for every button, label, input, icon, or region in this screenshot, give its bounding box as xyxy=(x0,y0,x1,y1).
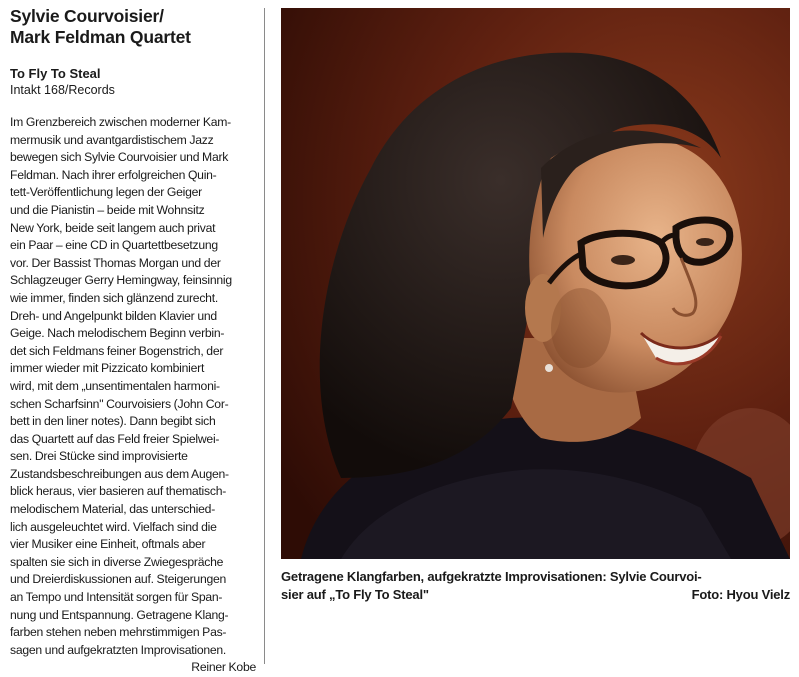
artist-line-2: Mark Feldman Quartet xyxy=(10,27,191,47)
review-line: Schlagzeuger Gerry Hemingway, feinsinnig xyxy=(10,273,232,288)
portrait-photo xyxy=(281,8,790,559)
review-line: farben stehen neben mehrstimmigen Pas- xyxy=(10,625,227,640)
review-line: melodischem Material, das unterschied- xyxy=(10,502,216,517)
review-line: blick heraus, vier basieren auf thematisch- xyxy=(10,484,227,499)
review-line: sagen und aufgekratzten Improvisationen. xyxy=(10,642,227,657)
review-line: lich ausgeleuchtet wird. Vielfach sind die xyxy=(10,519,217,534)
review-line: mermusik und avantgardistischem Jazz xyxy=(10,132,214,147)
review-line: Geige. Nach melodischem Beginn verbin- xyxy=(10,326,225,341)
artist-line-1: Sylvie Courvoisier/ xyxy=(10,6,164,26)
review-line: sen. Drei Stücke sind improvisierte xyxy=(10,449,188,464)
column-divider xyxy=(264,8,265,664)
review-text xyxy=(10,114,256,677)
artist-headline xyxy=(10,6,256,48)
review-line: und die Pianistin – beide mit Wohnsitz xyxy=(10,202,205,217)
review-line: spalten sie sich in diverse Zwiegespräche xyxy=(10,554,224,569)
review-line: wie immer, finden sich glänzend zurecht. xyxy=(10,290,218,305)
review-line: immer wieder mit Pizzicato kombiniert xyxy=(10,361,205,376)
review-line: vor. Der Bassist Thomas Morgan und der xyxy=(10,255,221,270)
photo-caption xyxy=(281,568,790,604)
review-line: Dreh- und Angelpunkt bilden Klavier und xyxy=(10,308,217,323)
photo-credit: Foto: Hyou Vielz xyxy=(691,587,790,602)
review-line: wird, mit dem „unsentimentalen harmoni- xyxy=(10,378,220,393)
review-line: bewegen sich Sylvie Courvoisier und Mark xyxy=(10,150,229,165)
review-line: New York, beide seit langem auch privat xyxy=(10,220,216,235)
review-line: nung und Entspannung. Getragene Klang- xyxy=(10,607,229,622)
review-line: und Dreierdiskussionen auf. Steigerungen xyxy=(10,572,227,587)
caption-line-1: Getragene Klangfarben, aufgekratzte Improvisationen: Sylvie Courvoi- xyxy=(281,569,702,584)
review-line: Zustandsbeschreibungen aus dem Augen- xyxy=(10,466,229,481)
album-title: To Fly To Steal xyxy=(10,66,101,81)
review-line: bett in den liner notes). Dann begibt sich xyxy=(10,414,216,429)
review-line: ein Paar – eine CD in Quartettbesetzung xyxy=(10,238,218,253)
review-author: Reiner Kobe xyxy=(191,660,256,675)
review-line: Feldman. Nach ihrer erfolgreichen Quin- xyxy=(10,167,217,182)
review-line: an Tempo und Intensität sorgen für Span- xyxy=(10,590,223,605)
record-label: Intakt 168/Records xyxy=(10,83,115,97)
review-line: det sich Feldmans feiner Bogenstrich, der xyxy=(10,343,224,358)
review-line: tett-Veröffentlichung legen der Geiger xyxy=(10,185,202,200)
review-line: das Quartett auf das Feld freier Spielwei- xyxy=(10,431,220,446)
review-line: vier Musiker eine Einheit, oftmals aber xyxy=(10,537,206,552)
review-line: schen Scharfsinn" Courvoisiers (John Cor- xyxy=(10,396,229,411)
review-line: Im Grenzbereich zwischen moderner Kam- xyxy=(10,115,231,129)
caption-line-2: sier auf „To Fly To Steal" xyxy=(281,587,429,602)
article-column xyxy=(10,6,256,677)
